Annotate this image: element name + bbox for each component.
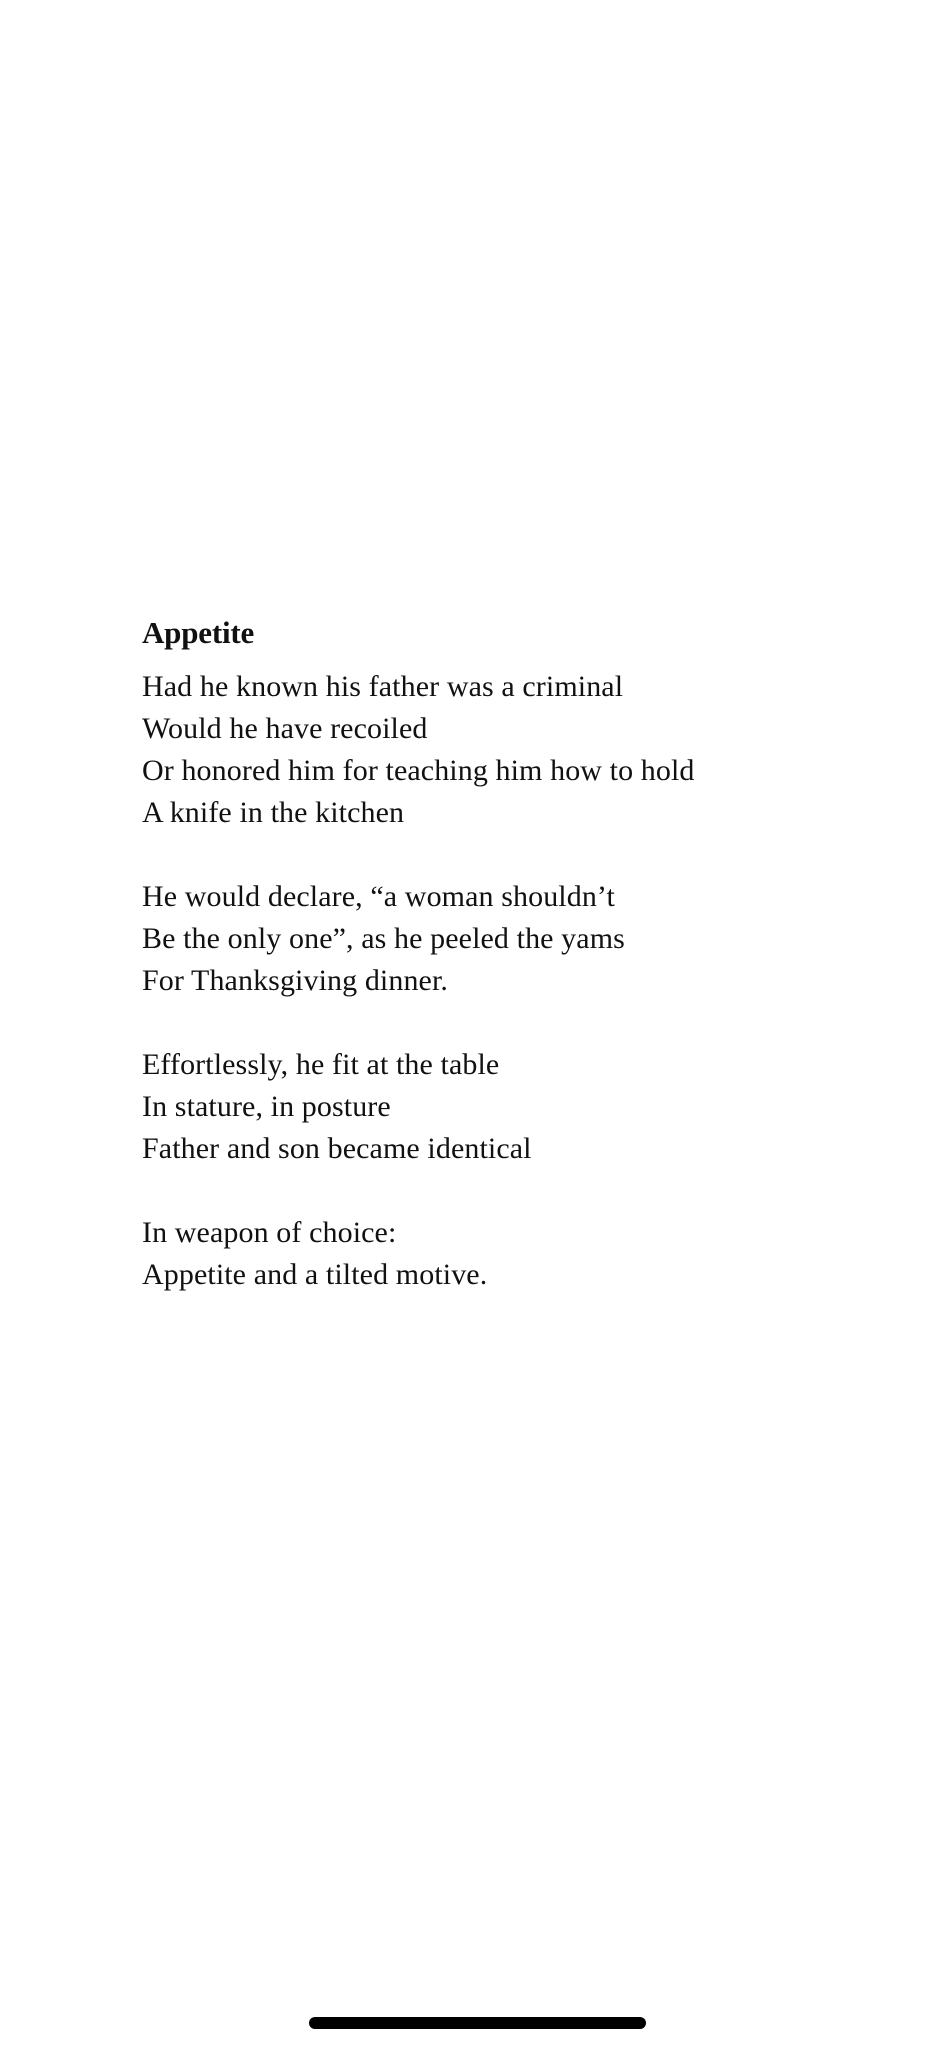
stanza-2 bbox=[142, 876, 862, 1002]
poem-line: Effortlessly, he fit at the table bbox=[142, 1048, 500, 1081]
poem bbox=[142, 612, 862, 1296]
poem-line: Appetite and a tilted motive. bbox=[142, 1258, 488, 1291]
home-indicator[interactable] bbox=[309, 2017, 646, 2029]
poem-line: Had he known his father was a criminal bbox=[142, 670, 624, 703]
poem-title: Appetite bbox=[142, 615, 255, 650]
stanza-3 bbox=[142, 1044, 862, 1170]
stanza-4 bbox=[142, 1212, 862, 1296]
poem-line: Or honored him for teaching him how to hold bbox=[142, 754, 695, 787]
poem-line: Father and son became identical bbox=[142, 1132, 532, 1165]
poem-line: In weapon of choice: bbox=[142, 1216, 397, 1249]
poem-line: In stature, in posture bbox=[142, 1090, 391, 1123]
stanza-1 bbox=[142, 666, 862, 834]
poem-line: For Thanksgiving dinner. bbox=[142, 964, 449, 997]
poem-line: Be the only one”, as he peeled the yams bbox=[142, 922, 625, 955]
poem-line: He would declare, “a woman shouldn’t bbox=[142, 880, 615, 913]
poem-line: A knife in the kitchen bbox=[142, 796, 405, 829]
poem-line: Would he have recoiled bbox=[142, 712, 428, 745]
